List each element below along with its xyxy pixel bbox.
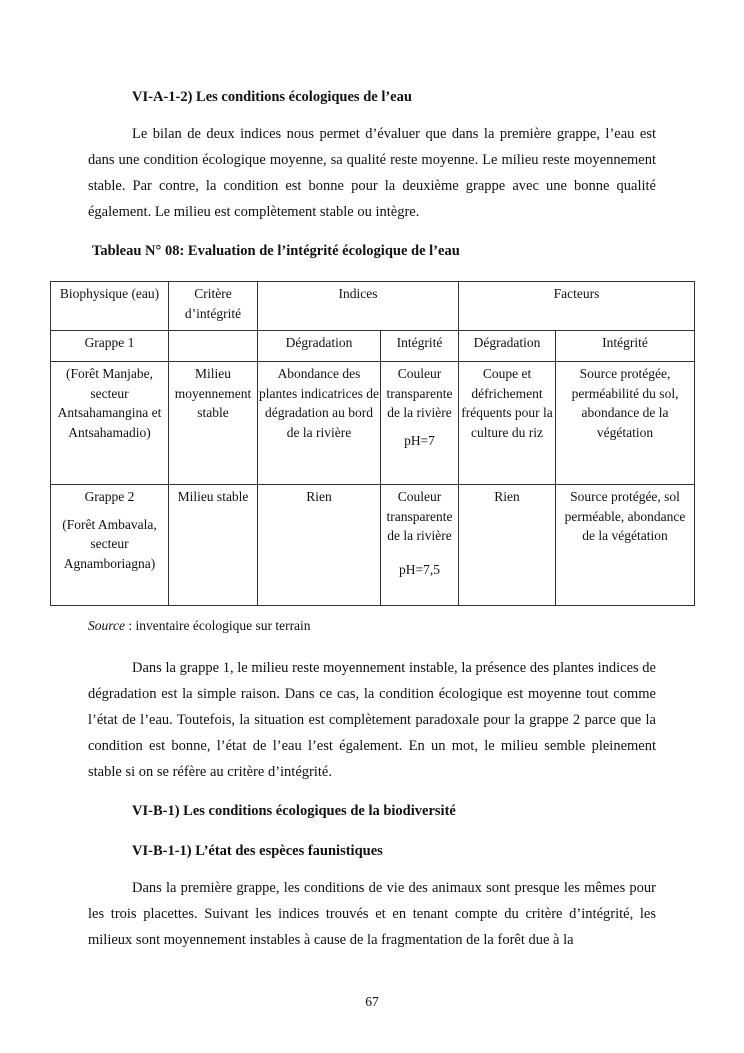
header-biophysique: Biophysique (eau) (51, 282, 169, 331)
cell-empty (169, 331, 258, 362)
cell-indices-integrite-grappe-2 (381, 485, 459, 606)
source-text: : inventaire écologique sur terrain (125, 618, 311, 633)
cell-site-grappe-2 (51, 485, 169, 606)
cell-critere-grappe-1: Milieu moyennement stable (169, 362, 258, 485)
header-facteurs: Facteurs (459, 282, 695, 331)
cell-indices-integrite-grappe-1 (381, 362, 459, 485)
paragraph-grappe-comparison: Dans la grappe 1, le milieu reste moyennement instable, la présence des plantes indices de dégradation est la simple raison. Dans ce cas, la condition écologique est moyenne tout comme l’état de l’eau. Toutefois, la situation est complètement paradoxale pour la grappe 2 parce que la condition est bonne, l’état de l’eau l’est également. En un mot, le milieu semble pleinement stable si on se réfère au critère d’intégrité. (88, 660, 656, 780)
couleur-text: Couleur transparente de la rivière (386, 366, 453, 420)
table-subheader-row (51, 331, 695, 362)
subheader-indices-integrite: Intégrité (381, 331, 459, 362)
section-heading-water: VI-A-1-2) Les conditions écologiques de l’eau (132, 89, 412, 105)
cell-critere-grappe-2: Milieu stable (169, 485, 258, 606)
paragraph-water-assessment: Le bilan de deux indices nous permet d’évaluer que dans la première grappe, l’eau est dans une condition écologique moyenne, sa qualité reste moyenne. Le milieu reste moyennement stable. Par contre, la condition est bonne pour la deuxième grappe avec une bonne qualité également. Le milieu est complètement stable ou intègre. (88, 126, 656, 220)
grappe-2-label: Grappe 2 (84, 489, 135, 504)
subheader-facteurs-degradation: Dégradation (459, 331, 556, 362)
cell-indices-degradation-grappe-2: Rien (258, 485, 381, 606)
cell-indices-degradation-grappe-1: Abondance des plantes indicatrices de dégradation au bord de la rivière (258, 362, 381, 485)
cell-facteurs-integrite-grappe-2: Source protégée, sol perméable, abondance de la végétation (556, 485, 695, 606)
ph-value: pH=7,5 (399, 561, 440, 577)
paragraph-fauna: Dans la première grappe, les conditions de vie des animaux sont presque les mêmes pour les trois placettes. Suivant les indices trouvés et en tenant compte du critère d’intégrité, les milieux sont moyennement instables à cause de la fragmentation de la forêt due à la (88, 880, 656, 948)
subheader-facteurs-integrite: Intégrité (556, 331, 695, 362)
table-row (51, 362, 695, 485)
cell-grappe-1: Grappe 1 (51, 331, 169, 362)
section-heading-biodiversity: VI-B-1) Les conditions écologiques de la biodiversité (132, 803, 456, 819)
header-critere: Critère d’intégrité (169, 282, 258, 331)
grappe-2-site: (Forêt Ambavala, secteur Agnamboriagna) (62, 516, 157, 571)
subheader-indices-degradation: Dégradation (258, 331, 381, 362)
cell-facteurs-integrite-grappe-1: Source protégée, perméabilité du sol, abondance de la végétation (556, 362, 695, 485)
table-header-row (51, 282, 695, 331)
table-source (88, 618, 311, 634)
table-caption: Tableau N° 08: Evaluation de l’intégrité écologique de l’eau (92, 243, 460, 259)
page-number: 67 (365, 994, 379, 1009)
ph-value: pH=7 (404, 432, 435, 448)
couleur-text: Couleur transparente de la rivière (386, 489, 453, 543)
cell-facteurs-degradation-grappe-2: Rien (459, 485, 556, 606)
table-row (51, 485, 695, 606)
header-indices: Indices (258, 282, 459, 331)
cell-facteurs-degradation-grappe-1: Coupe et défrichement fréquents pour la culture du riz (459, 362, 556, 485)
cell-site-grappe-1: (Forêt Manjabe, secteur Antsahamangina et Antsahamadio) (51, 362, 169, 485)
source-label: Source (88, 618, 125, 633)
ecological-integrity-table (50, 281, 695, 606)
section-heading-fauna: VI-B-1-1) L’état des espèces faunistiques (132, 843, 383, 859)
